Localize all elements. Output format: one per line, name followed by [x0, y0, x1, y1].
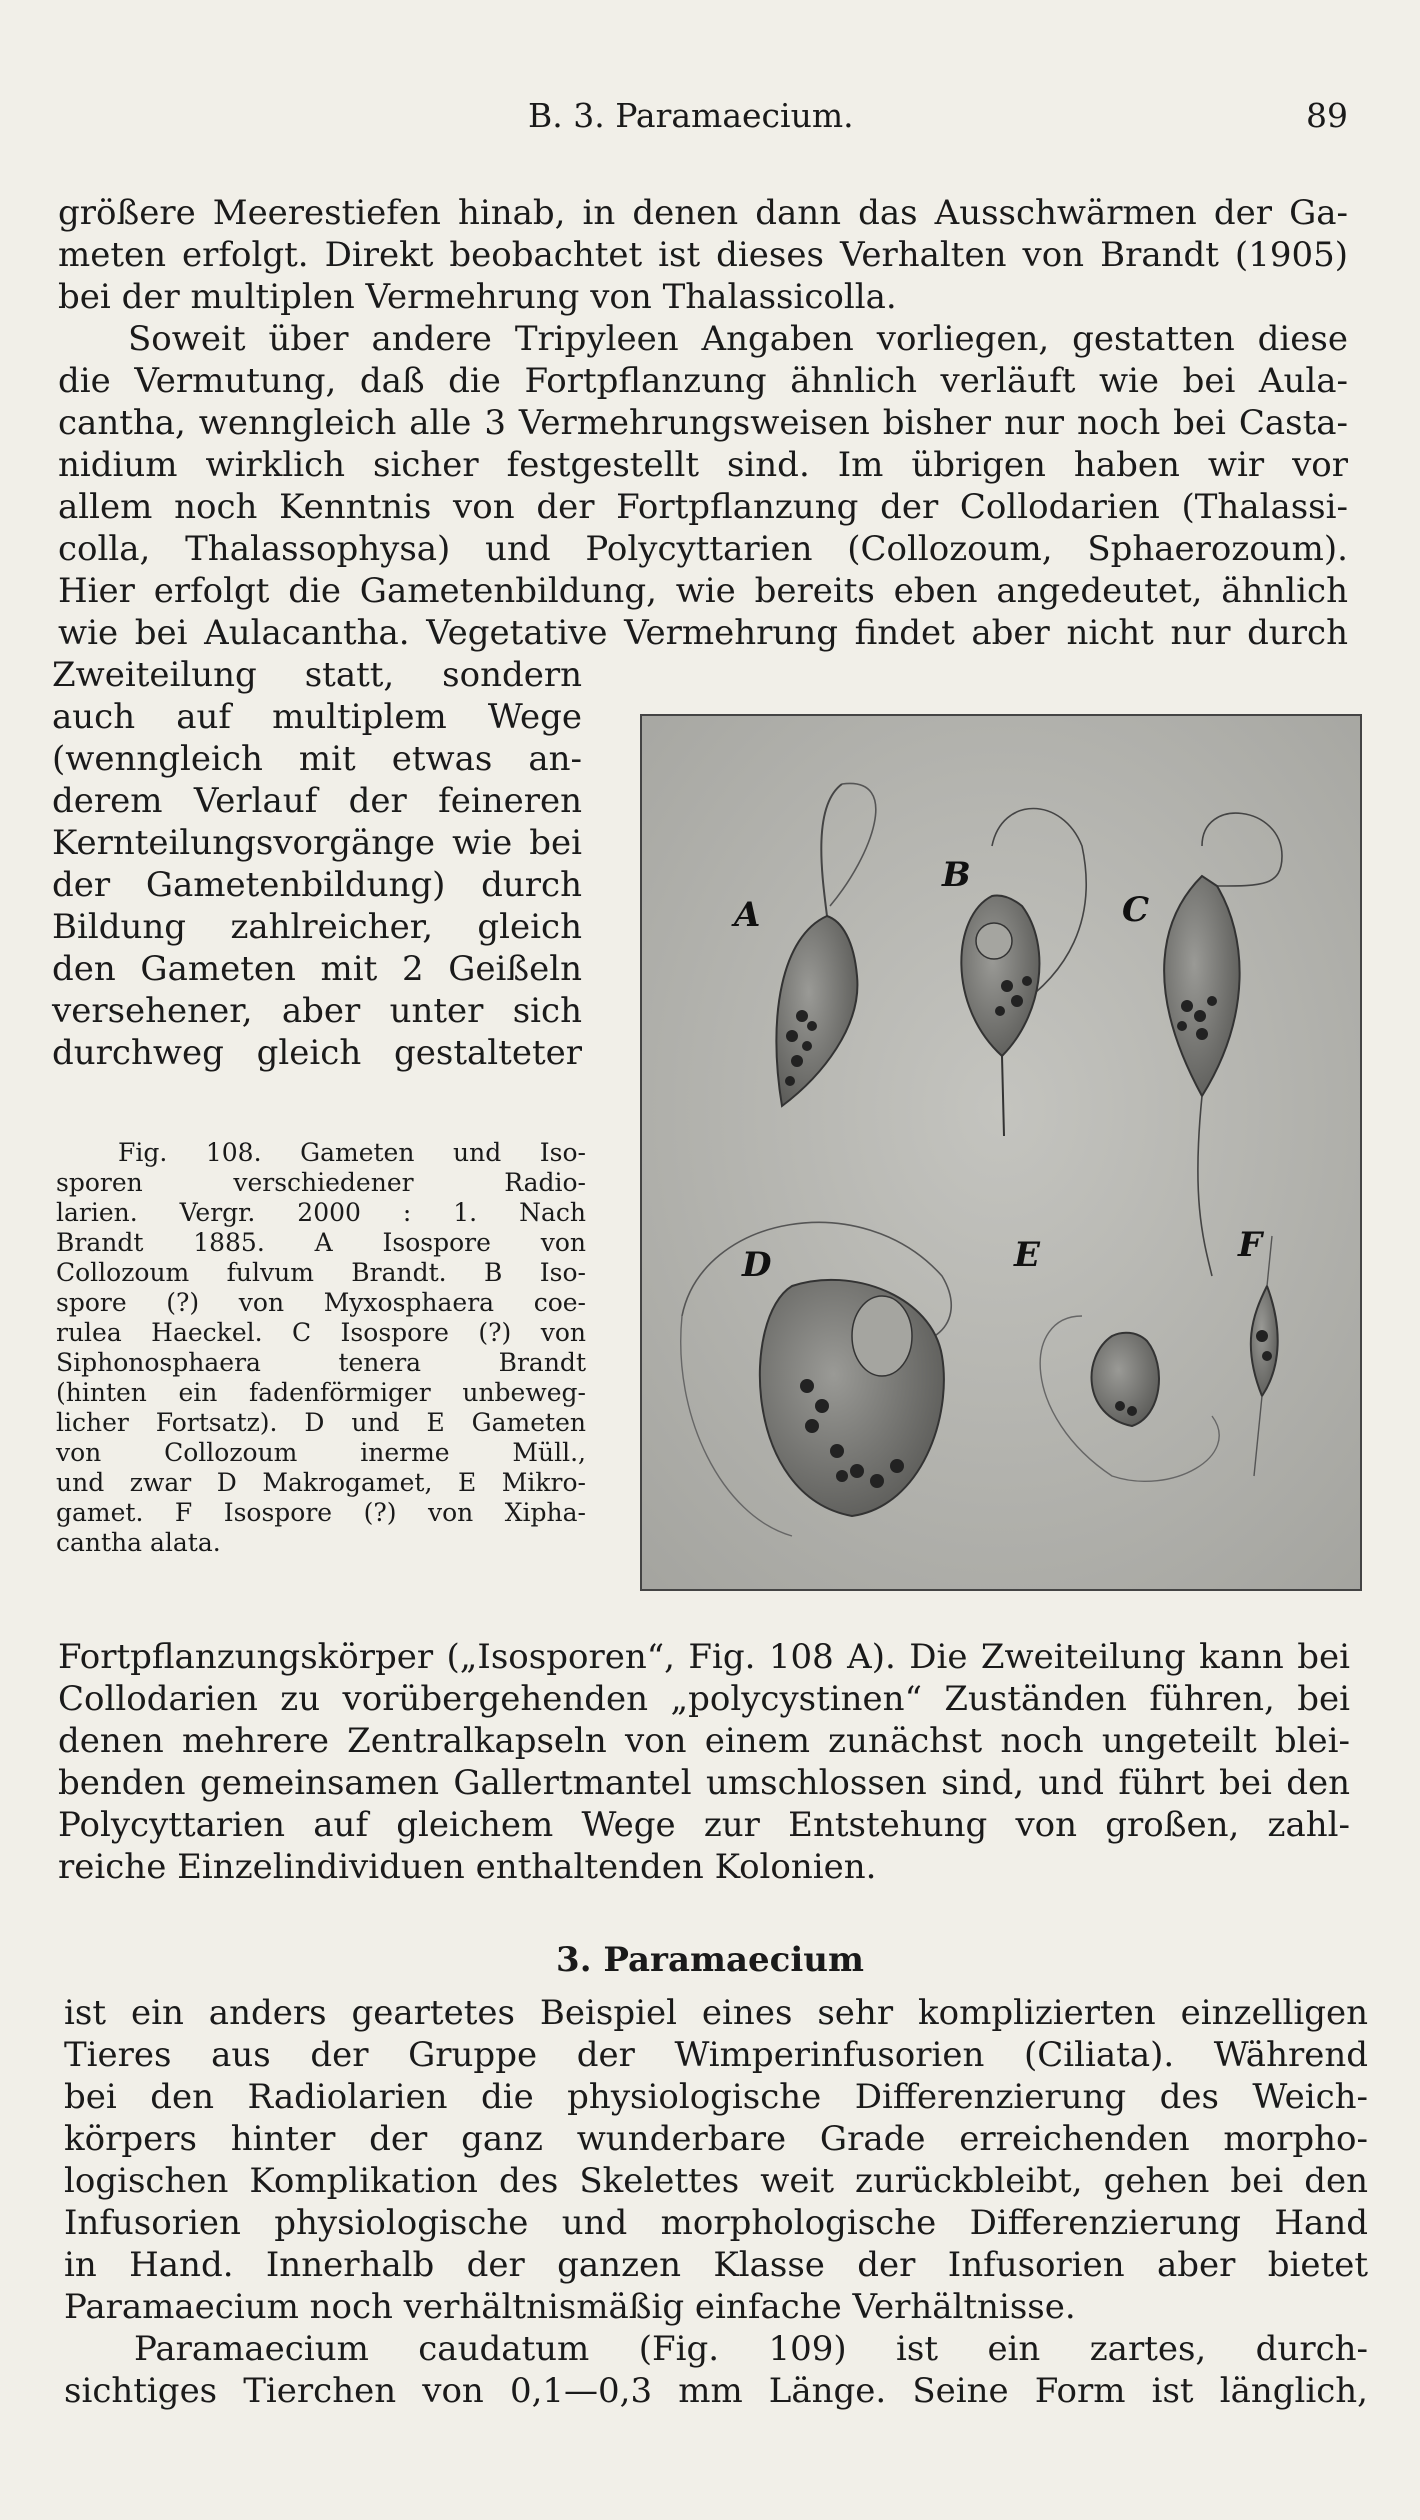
caption-line: von Collozoum inerme Müll., — [56, 1438, 586, 1467]
text-line: die Vermutung, daß die Fortpflanzung ähnlich verläuft wie bei Aula- — [58, 361, 1348, 401]
text-line: Tieres aus der Gruppe der Wimperinfusorien (Ciliata). Während — [64, 2035, 1368, 2075]
caption-line: Brandt 1885. A Isospore von — [56, 1228, 586, 1257]
text-line: sichtiges Tierchen von 0,1—0,3 mm Länge. Seine Form ist länglich, — [64, 2371, 1368, 2411]
text-line: versehener, aber unter sich — [52, 991, 582, 1031]
figure-108-illustration — [640, 714, 1362, 1591]
text-line: Hier erfolgt die Gametenbildung, wie bereits eben angedeutet, ähnlich — [58, 571, 1348, 611]
text-line: (wenngleich mit etwas an- — [52, 739, 582, 779]
text-line: allem noch Kenntnis von der Fortpflanzung der Collodarien (Thalassi- — [58, 487, 1348, 527]
figure-label-a: A — [734, 895, 761, 935]
caption-line: cantha alata. — [56, 1528, 221, 1557]
text-line: Infusorien physiologische und morphologische Differenzierung Hand — [64, 2203, 1368, 2243]
paragraph-3 — [58, 1636, 1350, 1888]
text-line: durchweg gleich gestalteter — [52, 1033, 582, 1073]
caption-line: licher Fortsatz). D und E Gameten — [56, 1408, 586, 1437]
text-line: Bildung zahlreicher, gleich — [52, 907, 582, 947]
figure-label-b: B — [942, 855, 971, 895]
running-title: B. 3. Paramaecium. — [528, 96, 854, 135]
caption-line: gamet. F Isospore (?) von Xipha- — [56, 1498, 586, 1527]
caption-line: (hinten ein fadenförmiger unbeweg- — [56, 1378, 586, 1407]
text-line: ist ein anders geartetes Beispiel eines sehr komplizierten einzelligen — [64, 1993, 1368, 2033]
wrapped-text-column — [52, 654, 582, 1074]
text-line: colla, Thalassophysa) und Polycyttarien (Collozoum, Sphaerozoum). — [58, 529, 1348, 569]
text-line: reiche Einzelindividuen enthaltenden Kolonien. — [58, 1847, 877, 1887]
caption-line: spore (?) von Myxosphaera coe- — [56, 1288, 586, 1317]
text-line: Paramaecium caudatum (Fig. 109) ist ein zartes, durch- — [134, 2329, 1368, 2369]
page-number: 89 — [1306, 96, 1348, 135]
text-line: körpers hinter der ganz wunderbare Grade erreichenden morpho- — [64, 2119, 1368, 2159]
caption-line: rulea Haeckel. C Isospore (?) von — [56, 1318, 586, 1347]
text-line: Soweit über andere Tripyleen Angaben vorliegen, gestatten diese — [128, 319, 1348, 359]
paragraph-2 — [58, 318, 1348, 654]
text-line: der Gametenbildung) durch — [52, 865, 582, 905]
running-header — [0, 96, 1420, 146]
figure-caption — [56, 1138, 586, 1558]
text-line: Polycyttarien auf gleichem Wege zur Entstehung von großen, zahl- — [58, 1805, 1350, 1845]
caption-line: sporen verschiedener Radio- — [56, 1168, 586, 1197]
text-line: auch auf multiplem Wege — [52, 697, 582, 737]
figure-label-d: D — [742, 1245, 772, 1285]
caption-line: Fig. 108. Gameten und Iso- — [118, 1138, 586, 1167]
text-line: wie bei Aulacantha. Vegetative Vermehrung findet aber nicht nur durch — [58, 613, 1348, 653]
figure-label-f: F — [1238, 1225, 1263, 1265]
text-line: bei der multiplen Vermehrung von Thalassicolla. — [58, 277, 897, 317]
figure-label-e: E — [1014, 1235, 1040, 1275]
text-line: Collodarien zu vorübergehenden „polycystinen“ Zuständen führen, bei — [58, 1679, 1350, 1719]
text-line: Kernteilungsvorgänge wie bei — [52, 823, 582, 863]
text-line: Zweiteilung statt, sondern — [52, 655, 582, 695]
text-line: nidium wirklich sicher festgestellt sind. Im übrigen haben wir vor — [58, 445, 1348, 485]
text-line: größere Meerestiefen hinab, in denen dann das Ausschwärmen der Ga- — [58, 193, 1348, 233]
text-line: in Hand. Innerhalb der ganzen Klasse der Infusorien aber bietet — [64, 2245, 1368, 2285]
caption-line: Siphonosphaera tenera Brandt — [56, 1348, 586, 1377]
text-line: logischen Komplikation des Skelettes weit zurückbleibt, gehen bei den — [64, 2161, 1368, 2201]
text-line: cantha, wenngleich alle 3 Vermehrungsweisen bisher nur noch bei Casta- — [58, 403, 1348, 443]
figure-label-c: C — [1122, 890, 1150, 930]
section-heading: 3. Paramaecium — [556, 1940, 864, 1980]
paragraph-1 — [58, 192, 1348, 318]
caption-line: und zwar D Makrogamet, E Mikro- — [56, 1468, 586, 1497]
text-line: den Gameten mit 2 Geißeln — [52, 949, 582, 989]
text-line: denen mehrere Zentralkapseln von einem zunächst noch ungeteilt blei- — [58, 1721, 1350, 1761]
caption-line: larien. Vergr. 2000 : 1. Nach — [56, 1198, 586, 1227]
text-line: derem Verlauf der feineren — [52, 781, 582, 821]
text-line: meten erfolgt. Direkt beobachtet ist dieses Verhalten von Brandt (1905) — [58, 235, 1348, 275]
caption-line: Collozoum fulvum Brandt. B Iso- — [56, 1258, 586, 1287]
text-line: benden gemeinsamen Gallertmantel umschlossen sind, und führt bei den — [58, 1763, 1350, 1803]
paragraph-4 — [64, 1992, 1368, 2412]
text-line: Paramaecium noch verhältnismäßig einfache Verhältnisse. — [64, 2287, 1076, 2327]
text-line: Fortpflanzungskörper („Isosporen“, Fig. 108 A). Die Zweiteilung kann bei — [58, 1637, 1350, 1677]
text-line: bei den Radiolarien die physiologische Differenzierung des Weich- — [64, 2077, 1368, 2117]
